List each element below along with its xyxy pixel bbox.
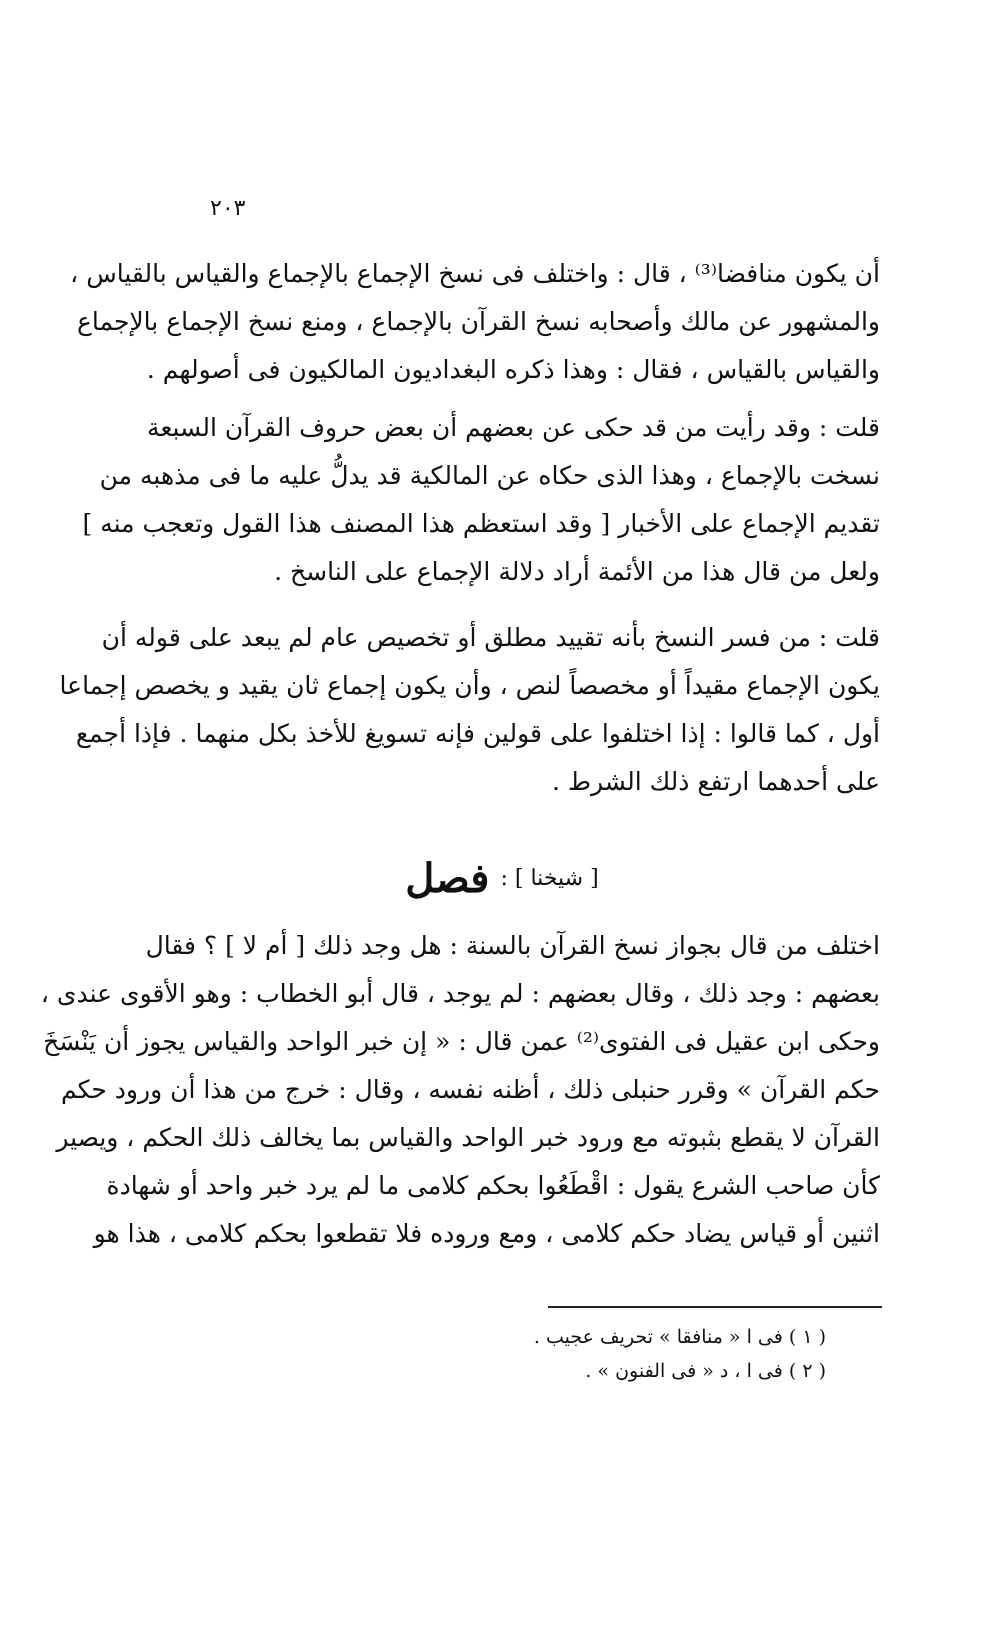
- page-number: ٢٠٣: [210, 196, 246, 221]
- section-heading-title: فصل: [405, 855, 490, 902]
- section-heading: [0, 855, 1004, 902]
- text-line: يكون الإجماع مقيداً أو مخصصاً لنص ، وأن يكون إجماع ثان يقيد و يخصص إجماعا: [59, 671, 880, 700]
- text-line: القرآن لا يقطع بثبوته مع ورود خبر الواحد والقياس بما يخالف ذلك الحكم ، ويصير: [56, 1123, 880, 1152]
- paragraph-3: [59, 614, 880, 806]
- text-line: كأن صاحب الشرع يقول : اقْطَعُوا بحكم كلامى ما لم يرد خبر واحد أو شهادة: [106, 1171, 880, 1200]
- text-line: أن يكون منافضا⁽³⁾ ، قال : واختلف فى نسخ الإجماع بالإجماع والقياس بالقياس ،: [70, 259, 880, 288]
- text-line: اختلف من قال بجواز نسخ القرآن بالسنة : هل وجد ذلك [ أم لا ] ؟ فقال: [145, 931, 880, 960]
- footnote-1: ( ١ ) فى ا « منافقا » تحريف عجيب .: [533, 1326, 826, 1348]
- text-line: أول ، كما قالوا : إذا اختلفوا على قولين فإنه تسويغ للأخذ بكل منهما . فإذا أجمع: [75, 719, 880, 748]
- footnote-2: ( ٢ ) فى ا ، د « فى الفنون » .: [585, 1360, 826, 1382]
- paragraph-2: [82, 404, 880, 596]
- text-line: وحكى ابن عقيل فى الفتوى⁽²⁾ عمن قال : « إن خبر الواحد والقياس يجوز أن يَنْسَخَ: [43, 1027, 880, 1056]
- text-line: والقياس بالقياس ، فقال : وهذا ذكره البغداديون المالكيون فى أصولهم .: [146, 355, 880, 384]
- paragraph-4: [40, 922, 880, 1258]
- paragraph-1: [70, 250, 880, 394]
- section-heading-prefix: [ شيخنا ] :: [500, 866, 599, 891]
- text-line: قلت : وقد رأيت من قد حكى عن بعضهم أن بعض حروف القرآن السبعة: [147, 413, 880, 442]
- text-line: تقديم الإجماع على الأخبار [ وقد استعظم هذا المصنف هذا القول وتعجب منه ]: [82, 509, 880, 538]
- text-line: على أحدهما ارتفع ذلك الشرط .: [551, 767, 880, 796]
- footnotes: [520, 1320, 826, 1388]
- text-line: نسخت بالإجماع ، وهذا الذى حكاه عن المالكية قد يدلُّ عليه ما فى مذهبه من: [99, 461, 880, 490]
- text-line: ولعل من قال هذا من الأئمة أراد دلالة الإجماع على الناسخ .: [274, 557, 880, 586]
- text-line: قلت : من فسر النسخ بأنه تقييد مطلق أو تخصيص عام لم يبعد على قوله أن: [101, 623, 880, 652]
- text-line: اثنين أو قياس يضاد حكم كلامى ، ومع وروده فلا تقطعوا بحكم كلامى ، هذا هو: [93, 1219, 880, 1248]
- text-line: حكم القرآن » وقرر حنبلى ذلك ، أظنه نفسه ، وقال : خرج من هذا أن ورود حكم: [60, 1075, 880, 1104]
- text-line: بعضهم : وجد ذلك ، وقال بعضهم : لم يوجد ، قال أبو الخطاب : وهو الأقوى عندى ،: [40, 979, 880, 1008]
- footnote-divider: [548, 1306, 882, 1308]
- text-line: والمشهور عن مالك وأصحابه نسخ القرآن بالإجماع ، ومنع نسخ الإجماع بالإجماع: [76, 307, 880, 336]
